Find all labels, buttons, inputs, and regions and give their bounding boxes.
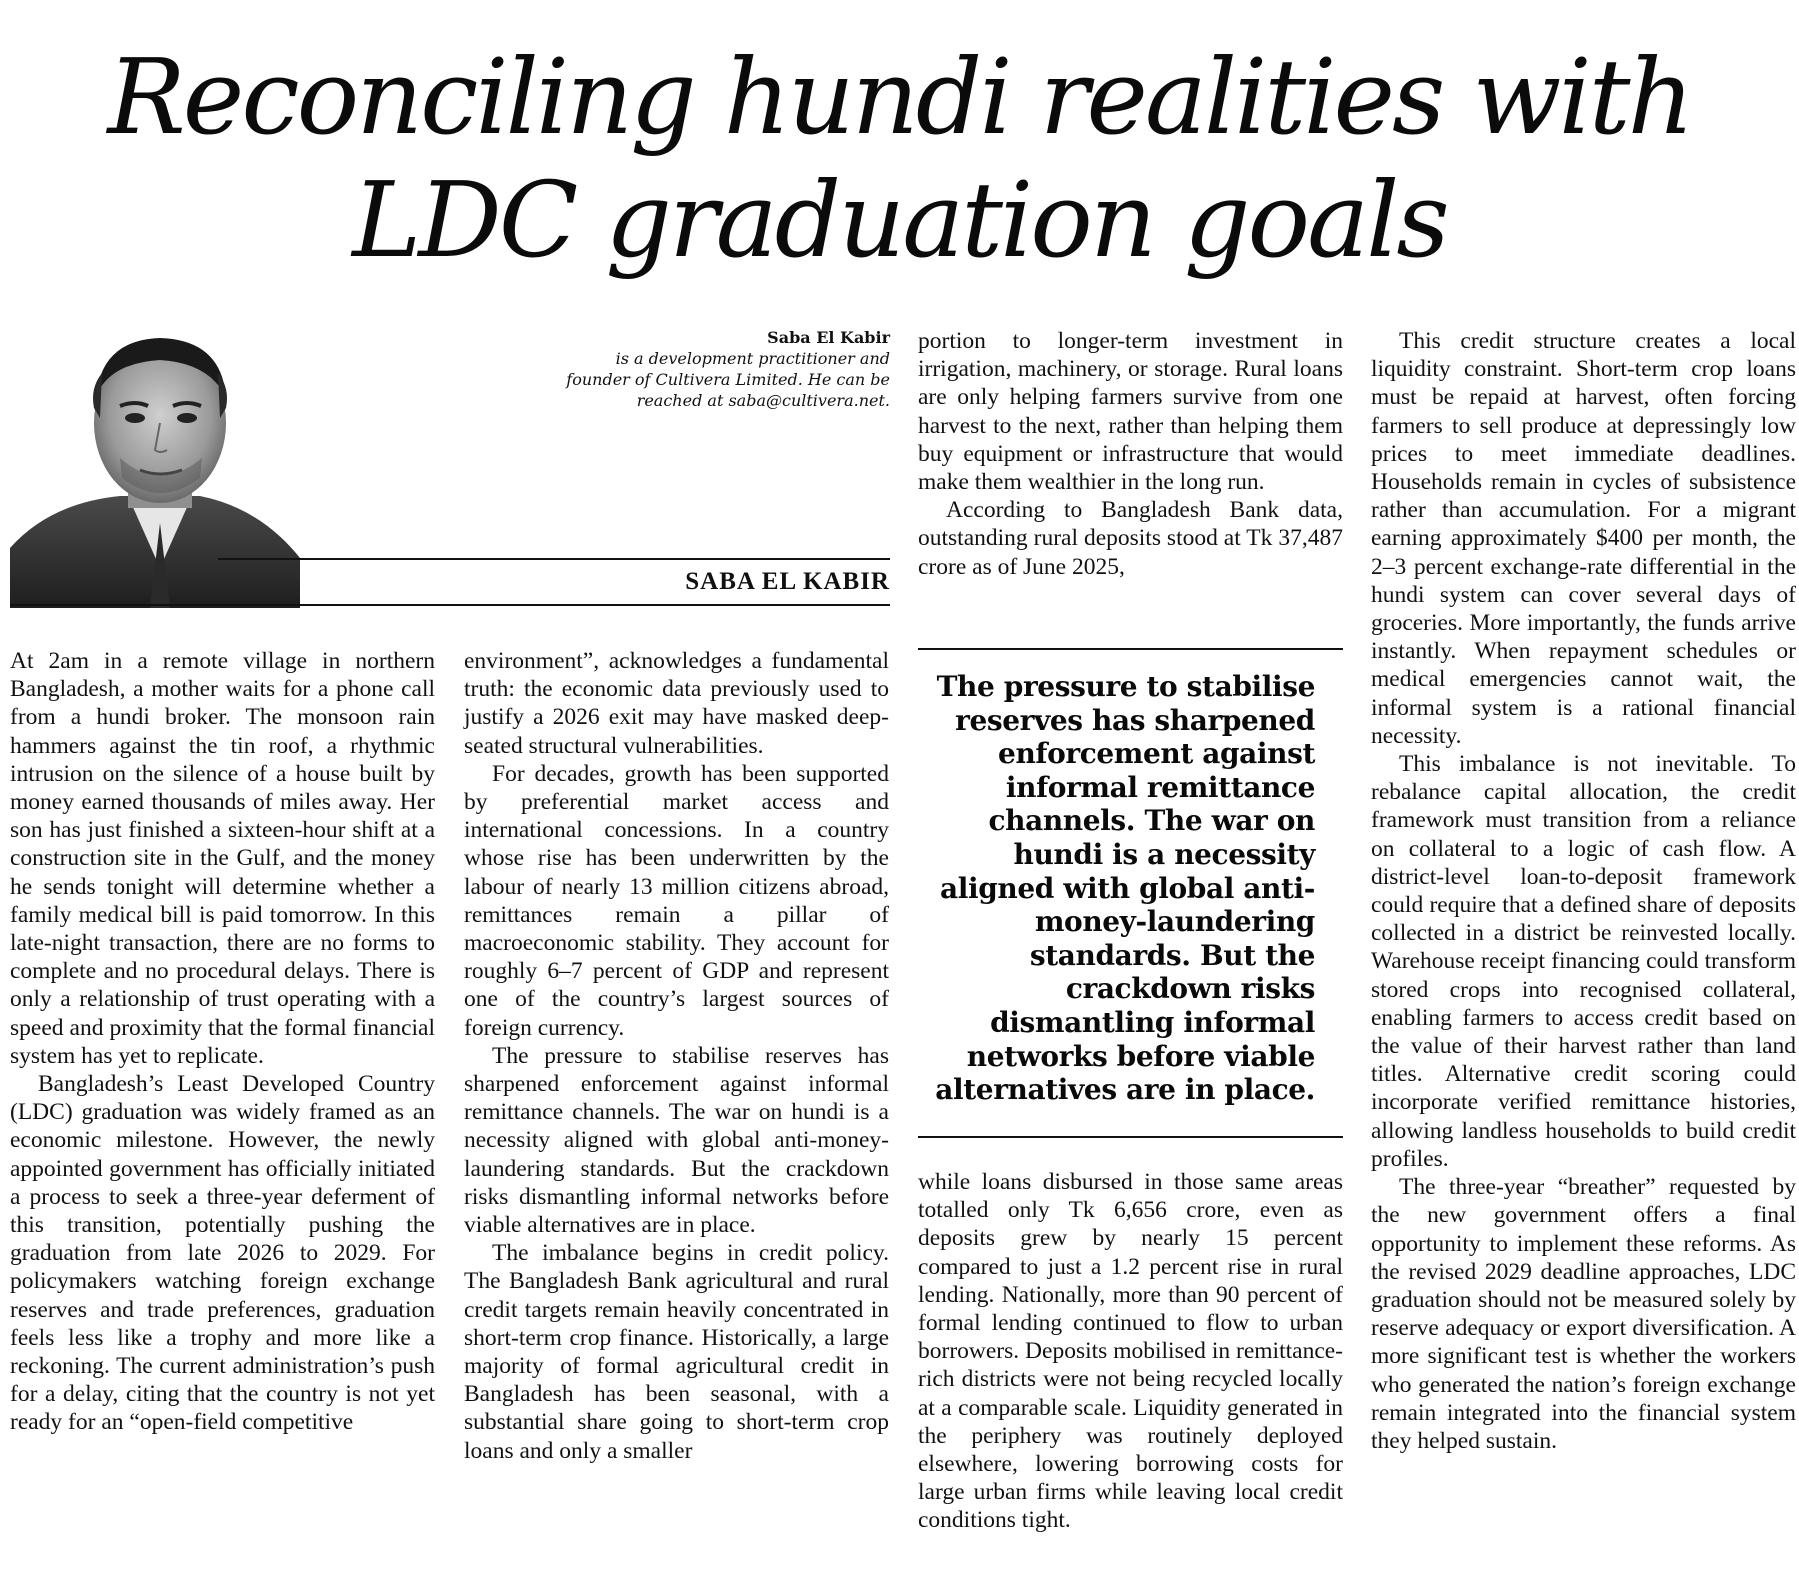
- paragraph: This credit structure creates a local liquidity constraint. Short-term crop loans must be repaid at harvest, often forcing farmers to sell produce at depressingly low prices to meet immediate deadlines. Households remain in cycles of subsistence rather than accumulation. For a migrant earning approximately $400 per month, the 2–3 percent exchange-rate differential in the hundi system can cover several days of groceries. More importantly, the funds arrive instantly. When repayment schedules or medical emergencies cannot wait, the informal system is a rational financial necessity.: [1371, 328, 1796, 749]
- byline-name: Saba El Kabir: [767, 328, 890, 347]
- article-column-2: [464, 647, 889, 1577]
- author-rule: [218, 558, 890, 560]
- paragraph: The pressure to stabilise reserves has sharpened enforcement against informal remittance channels. The war on hundi is a necessity aligned with global anti-money-laundering standards. But the crackdown risks dismantling informal networks before viable alternatives are in place.: [464, 1042, 889, 1239]
- article-column-1: [10, 647, 435, 1577]
- author-section-divider: [10, 604, 890, 606]
- author-byline: [560, 327, 890, 411]
- article-column-3-bottom: [918, 1168, 1343, 1568]
- paragraph: For decades, growth has been supported by preferential market access and international concessions. In a country whose rise has been underwritten by the labour of nearly 13 million citizens abroad, remittances remain a pillar of macroeconomic stability. They account for roughly 6–7 percent of GDP and represent one of the country’s largest sources of foreign currency.: [464, 760, 889, 1041]
- headline-line-2: LDC graduation goals: [352, 159, 1447, 281]
- author-name-caps: SABA EL KABIR: [685, 568, 890, 595]
- paragraph: environment”, acknowledges a fundamental truth: the economic data previously used to justify a 2026 exit may have masked deep-seated structural vulnerabilities.: [464, 648, 889, 759]
- paragraph: According to Bangladesh Bank data, outstanding rural deposits stood at Tk 37,487 crore as of June 2025,: [918, 497, 1343, 580]
- paragraph: The imbalance begins in credit policy. The Bangladesh Bank agricultural and rural credit targets remain heavily concentrated in short-term crop finance. Historically, a large majority of formal agricultural credit in Bangladesh has been seasonal, with a substantial share going to short-term crop loans and only a smaller: [464, 1240, 889, 1464]
- paragraph: Bangladesh’s Least Developed Country (LDC) graduation was widely framed as an economic milestone. However, the newly appointed government has officially initiated a process to seek a three-year deferment of this transition, potentially pushing the graduation from late 2026 to 2029. For policymakers watching foreign exchange reserves and trade preferences, graduation feels less like a trophy and more like a reckoning. The current administration’s push for a delay, citing that the country is not yet ready for an “open-field competitive: [10, 1071, 435, 1436]
- paragraph: At 2am in a remote village in northern Bangladesh, a mother waits for a phone call from a hundi broker. The monsoon rain hammers against the tin roof, a rhythmic intrusion on the silence of a house built by money earned thousands of miles away. Her son has just finished a sixteen-hour shift at a construction site in the Gulf, and the money he sends tonight will determine whether a family medical bill is paid tomorrow. In this late-night transaction, there are no forms to complete and no procedural delays. There is only a relationship of trust operating with a speed and proximity that the formal financial system has yet to replicate.: [10, 648, 435, 1069]
- pullquote-top-rule: [918, 648, 1343, 650]
- headline-line-1: Reconciling hundi realities with: [107, 36, 1692, 158]
- paragraph: This imbalance is not inevitable. To rebalance capital allocation, the credit framework must transition from a reliance on collateral to a logic of cash flow. A district-level loan-to-deposit framework could require that a defined share of deposits collected in a district be reinvested locally. Warehouse receipt financing could transform stored crops into recognised collateral, enabling farmers to access credit based on the value of their harvest rather than land titles. Alternative credit scoring could incorporate verified remittance histories, allowing landless households to build credit profiles.: [1371, 751, 1796, 1172]
- article-column-3-top: [918, 327, 1343, 627]
- paragraph: while loans disbursed in those same areas totalled only Tk 6,656 crore, even as deposits grew by nearly 15 percent compared to just a 1.2 percent rise in rural lending. Nationally, more than 90 percent of formal lending continued to flow to urban borrowers. Deposits mobilised in remittance-rich districts were not being recycled locally at a comparable scale. Liquidity generated in the periphery was routinely deployed elsewhere, lowering borrowing costs for large urban firms while leaving local credit conditions tight.: [918, 1169, 1343, 1534]
- pullquote-bottom-rule: [918, 1136, 1343, 1138]
- author-photo: [10, 318, 300, 608]
- pull-quote: The pressure to stabilise reserves has sharpened enforcement against informal remittance channels. The war on hundi is a necessity aligned with global anti-money-laundering standards. But the crackdown risks dismantling informal networks before viable alternatives are in place.: [935, 670, 1315, 1107]
- byline-bio: is a development practitioner and founder of Cultivera Limited. He can be reached at saba@cultivera.net.: [566, 349, 890, 410]
- article-column-4: [1371, 327, 1796, 1567]
- paragraph: The three-year “breather” requested by the new government offers a final opportunity to implement these reforms. As the revised 2029 deadline approaches, LDC graduation should not be measured solely by reserve adequacy or export diversification. A more significant test is whether the workers who generated the nation’s foreign exchange remain integrated into the financial system they helped sustain.: [1371, 1174, 1796, 1454]
- paragraph: portion to longer-term investment in irrigation, machinery, or storage. Rural loans are only helping farmers survive from one harvest to the next, rather than helping them buy equipment or infrastructure that would make them wealthier in the long run.: [918, 328, 1343, 496]
